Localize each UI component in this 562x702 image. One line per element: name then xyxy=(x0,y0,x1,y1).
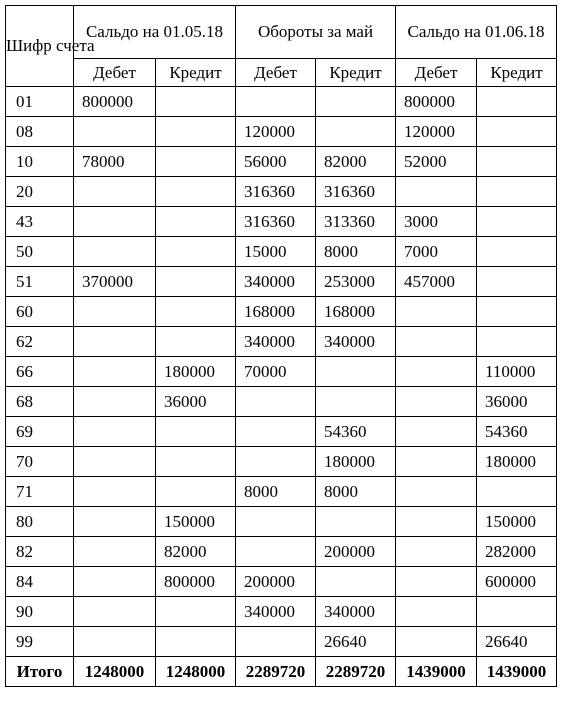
amount-cell xyxy=(477,237,557,267)
table-row xyxy=(6,87,557,117)
amount-cell xyxy=(156,447,236,477)
amount-cell xyxy=(396,177,477,207)
amount-cell: 150000 xyxy=(156,507,236,537)
amount-cell xyxy=(477,597,557,627)
amount-cell xyxy=(396,567,477,597)
table-row xyxy=(6,147,557,177)
header-account-code: Шифр счета xyxy=(6,6,74,87)
account-code-cell: 84 xyxy=(6,567,74,597)
amount-cell xyxy=(396,477,477,507)
table-row xyxy=(6,597,557,627)
amount-cell xyxy=(74,627,156,657)
amount-cell xyxy=(396,447,477,477)
amount-cell: 70000 xyxy=(236,357,316,387)
amount-cell: 54360 xyxy=(477,417,557,447)
amount-cell xyxy=(236,537,316,567)
table-row xyxy=(6,417,557,447)
amount-cell: 110000 xyxy=(477,357,557,387)
amount-cell xyxy=(74,207,156,237)
amount-cell xyxy=(316,567,396,597)
table-row xyxy=(6,117,557,147)
amount-cell: 180000 xyxy=(316,447,396,477)
amount-cell: 340000 xyxy=(236,597,316,627)
amount-cell xyxy=(236,507,316,537)
amount-cell xyxy=(477,297,557,327)
header-credit: Кредит xyxy=(156,59,236,87)
amount-cell xyxy=(396,627,477,657)
amount-cell xyxy=(396,537,477,567)
account-code-cell: 10 xyxy=(6,147,74,177)
amount-cell xyxy=(156,267,236,297)
account-code-cell: 43 xyxy=(6,207,74,237)
amount-cell xyxy=(396,417,477,447)
table-row xyxy=(6,297,557,327)
amount-cell: 8000 xyxy=(316,477,396,507)
amount-cell: 316360 xyxy=(236,207,316,237)
amount-cell xyxy=(74,417,156,447)
amount-cell xyxy=(156,417,236,447)
amount-cell xyxy=(316,357,396,387)
amount-cell: 316360 xyxy=(236,177,316,207)
amount-cell xyxy=(477,477,557,507)
account-code-cell: 20 xyxy=(6,177,74,207)
amount-cell xyxy=(477,207,557,237)
table-row xyxy=(6,327,557,357)
table-row xyxy=(6,447,557,477)
table-row xyxy=(6,237,557,267)
amount-cell: 8000 xyxy=(236,477,316,507)
table-row xyxy=(6,387,557,417)
amount-cell: 282000 xyxy=(477,537,557,567)
amount-cell: 78000 xyxy=(74,147,156,177)
total-cell: 1248000 xyxy=(74,657,156,687)
amount-cell xyxy=(316,387,396,417)
amount-cell xyxy=(156,207,236,237)
amount-cell: 52000 xyxy=(396,147,477,177)
amount-cell xyxy=(74,297,156,327)
amount-cell xyxy=(74,567,156,597)
total-row xyxy=(6,657,557,687)
amount-cell: 36000 xyxy=(156,387,236,417)
header-row-sides xyxy=(6,59,557,87)
amount-cell xyxy=(396,387,477,417)
amount-cell: 370000 xyxy=(74,267,156,297)
amount-cell xyxy=(316,87,396,117)
header-row-groups xyxy=(6,6,557,59)
amount-cell xyxy=(74,177,156,207)
amount-cell xyxy=(74,327,156,357)
total-cell: 1439000 xyxy=(396,657,477,687)
amount-cell xyxy=(74,357,156,387)
amount-cell xyxy=(396,507,477,537)
amount-cell xyxy=(74,447,156,477)
amount-cell xyxy=(74,117,156,147)
amount-cell: 120000 xyxy=(396,117,477,147)
amount-cell: 7000 xyxy=(396,237,477,267)
table-body xyxy=(6,87,557,657)
amount-cell: 3000 xyxy=(396,207,477,237)
amount-cell xyxy=(477,267,557,297)
amount-cell xyxy=(236,87,316,117)
header-turnover-may: Обороты за май xyxy=(236,6,396,59)
amount-cell: 340000 xyxy=(316,597,396,627)
total-cell: 1439000 xyxy=(477,657,557,687)
amount-cell xyxy=(156,177,236,207)
amount-cell xyxy=(74,387,156,417)
amount-cell xyxy=(74,237,156,267)
amount-cell xyxy=(156,297,236,327)
amount-cell xyxy=(396,327,477,357)
amount-cell xyxy=(236,627,316,657)
amount-cell xyxy=(156,477,236,507)
header-credit: Кредит xyxy=(477,59,557,87)
amount-cell: 26640 xyxy=(316,627,396,657)
table-row xyxy=(6,207,557,237)
account-code-cell: 69 xyxy=(6,417,74,447)
amount-cell xyxy=(477,87,557,117)
amount-cell: 340000 xyxy=(236,327,316,357)
total-cell: 2289720 xyxy=(316,657,396,687)
table-row xyxy=(6,267,557,297)
account-code-cell: 70 xyxy=(6,447,74,477)
amount-cell xyxy=(156,87,236,117)
amount-cell: 253000 xyxy=(316,267,396,297)
amount-cell xyxy=(156,147,236,177)
amount-cell: 457000 xyxy=(396,267,477,297)
amount-cell xyxy=(477,117,557,147)
amount-cell xyxy=(156,117,236,147)
account-code-cell: 82 xyxy=(6,537,74,567)
amount-cell: 200000 xyxy=(316,537,396,567)
amount-cell: 26640 xyxy=(477,627,557,657)
table-row xyxy=(6,567,557,597)
header-debit: Дебет xyxy=(74,59,156,87)
account-code-cell: 68 xyxy=(6,387,74,417)
account-code-cell: 80 xyxy=(6,507,74,537)
amount-cell xyxy=(316,117,396,147)
table-row xyxy=(6,627,557,657)
amount-cell xyxy=(477,327,557,357)
account-code-cell: 66 xyxy=(6,357,74,387)
amount-cell: 120000 xyxy=(236,117,316,147)
amount-cell: 800000 xyxy=(156,567,236,597)
amount-cell: 340000 xyxy=(316,327,396,357)
account-code-cell: 08 xyxy=(6,117,74,147)
table-header xyxy=(6,6,557,87)
amount-cell xyxy=(477,147,557,177)
table-row xyxy=(6,177,557,207)
account-code-cell: 62 xyxy=(6,327,74,357)
table-row xyxy=(6,507,557,537)
total-cell: 1248000 xyxy=(156,657,236,687)
total-cell: 2289720 xyxy=(236,657,316,687)
amount-cell: 54360 xyxy=(316,417,396,447)
amount-cell xyxy=(236,387,316,417)
account-code-cell: 99 xyxy=(6,627,74,657)
header-closing-balance: Сальдо на 01.06.18 xyxy=(396,6,557,59)
account-code-cell: 71 xyxy=(6,477,74,507)
account-code-cell: 90 xyxy=(6,597,74,627)
header-debit: Дебет xyxy=(236,59,316,87)
amount-cell: 180000 xyxy=(477,447,557,477)
account-code-cell: 01 xyxy=(6,87,74,117)
amount-cell xyxy=(236,417,316,447)
amount-cell xyxy=(74,477,156,507)
table-row xyxy=(6,357,557,387)
turnover-balance-table xyxy=(5,5,557,687)
account-code-cell: 50 xyxy=(6,237,74,267)
total-label: Итого xyxy=(6,657,74,687)
amount-cell xyxy=(74,597,156,627)
amount-cell: 340000 xyxy=(236,267,316,297)
amount-cell: 8000 xyxy=(316,237,396,267)
amount-cell xyxy=(74,537,156,567)
amount-cell xyxy=(156,627,236,657)
header-credit: Кредит xyxy=(316,59,396,87)
amount-cell xyxy=(396,357,477,387)
table-row xyxy=(6,537,557,567)
amount-cell xyxy=(156,327,236,357)
amount-cell: 56000 xyxy=(236,147,316,177)
amount-cell: 313360 xyxy=(316,207,396,237)
amount-cell xyxy=(396,297,477,327)
table-row xyxy=(6,477,557,507)
amount-cell: 82000 xyxy=(316,147,396,177)
amount-cell: 316360 xyxy=(316,177,396,207)
amount-cell: 600000 xyxy=(477,567,557,597)
amount-cell xyxy=(236,447,316,477)
amount-cell: 800000 xyxy=(74,87,156,117)
account-code-cell: 60 xyxy=(6,297,74,327)
amount-cell: 82000 xyxy=(156,537,236,567)
amount-cell xyxy=(477,177,557,207)
amount-cell: 15000 xyxy=(236,237,316,267)
header-opening-balance: Сальдо на 01.05.18 xyxy=(74,6,236,59)
amount-cell: 168000 xyxy=(236,297,316,327)
header-debit: Дебет xyxy=(396,59,477,87)
amount-cell: 180000 xyxy=(156,357,236,387)
amount-cell: 150000 xyxy=(477,507,557,537)
amount-cell: 800000 xyxy=(396,87,477,117)
amount-cell xyxy=(396,597,477,627)
account-code-cell: 51 xyxy=(6,267,74,297)
amount-cell xyxy=(74,507,156,537)
amount-cell xyxy=(156,237,236,267)
amount-cell: 168000 xyxy=(316,297,396,327)
amount-cell: 200000 xyxy=(236,567,316,597)
amount-cell xyxy=(156,597,236,627)
amount-cell: 36000 xyxy=(477,387,557,417)
amount-cell xyxy=(316,507,396,537)
